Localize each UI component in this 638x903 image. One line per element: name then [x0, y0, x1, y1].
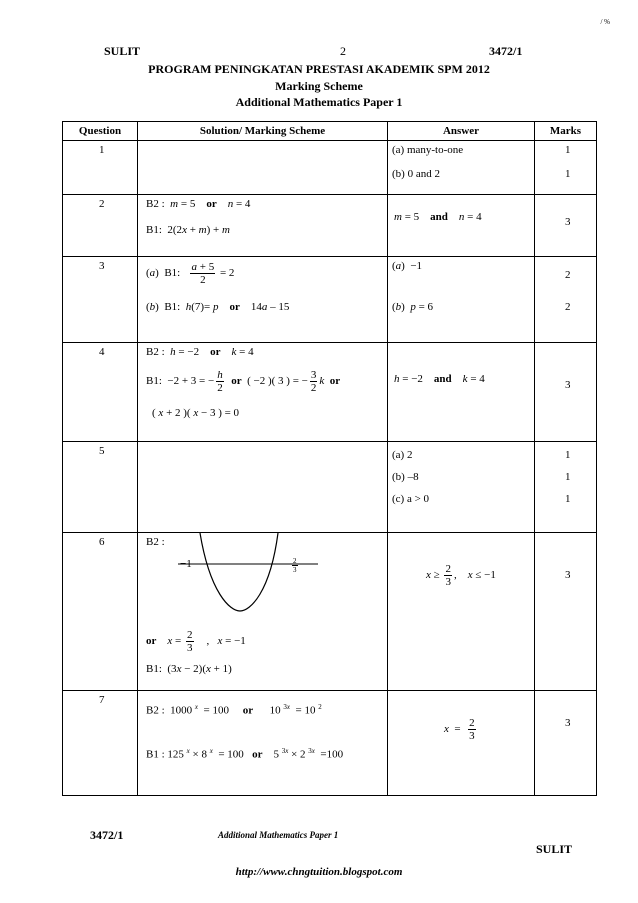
answer-text: (c) a > 0 — [392, 493, 430, 505]
solution-line: B2 : — [146, 536, 165, 548]
footer-paper-title: Additional Mathematics Paper 1 — [218, 830, 339, 840]
header-page-number: 2 — [340, 44, 346, 58]
answer-text: (a) 2 — [392, 449, 413, 461]
root-label: $\frac{2}{3}$ — [293, 557, 297, 574]
header-solution: Solution/ Marking Scheme — [138, 122, 388, 141]
question-number: 4 — [99, 346, 105, 358]
mark-value: 3 — [565, 379, 571, 391]
answer-text: x ≥ $\frac{2}{3}$ , x ≤ −1 — [426, 563, 496, 588]
solution-line: B2 : 1000 $^x$ = 100 or 10 $^{3x}$ = 10 $^2$ — [146, 703, 322, 717]
table-row — [63, 442, 597, 533]
question-number: 5 — [99, 445, 105, 457]
table-row — [63, 195, 597, 257]
answer-text: (b) –8 — [392, 471, 419, 483]
answer-text: m = 5 and n = 4 — [394, 211, 482, 223]
question-number: 7 — [99, 694, 105, 706]
mark-value: 1 — [565, 168, 571, 180]
mark-value: 1 — [565, 471, 571, 483]
solution-line: B1: 2(2x + m) + m — [146, 224, 230, 236]
mark-value: 3 — [565, 717, 571, 729]
mark-value: 1 — [565, 144, 571, 156]
table-row — [63, 141, 597, 195]
question-number: 6 — [99, 536, 105, 548]
question-number: 1 — [99, 144, 105, 156]
question-number: 3 — [99, 260, 105, 272]
table-header-row — [63, 122, 597, 141]
solution-line: B1: −2 + 3 = − $\frac{h}{2}$ or ( −2 )( 3 ) = − $\frac{3}{2}$ k or — [146, 369, 341, 394]
table-row — [63, 343, 597, 442]
table-row — [63, 533, 597, 691]
mark-value: 2 — [565, 269, 571, 281]
marking-scheme-table — [62, 121, 597, 796]
header-sulit: SULIT — [104, 44, 141, 58]
solution-line: B2 : h = −2 or k = 4 — [146, 346, 254, 358]
mark-value: 2 — [565, 301, 571, 313]
header-marks: Marks — [535, 122, 597, 141]
answer-text: x = $\frac{2}{3}$ — [444, 717, 475, 742]
footer-url: http://www.chngtuition.blogspot.com — [235, 866, 403, 878]
solution-line: (b) B1: h(7)= p or 14a – 15 — [146, 301, 290, 313]
answer-text: (b) p = 6 — [392, 301, 434, 313]
mark-value: 3 — [565, 216, 571, 228]
header-paper-title: Additional Mathematics Paper 1 — [235, 95, 403, 109]
mark-value: 1 — [565, 493, 571, 505]
solution-line: B1 : 125 $^x$ × 8 $^x$ = 100 or 5 $^{3x}$ × 2 $^{3x}$ =100 — [146, 747, 344, 761]
answer-text: h = −2 and k = 4 — [394, 373, 485, 385]
footer-paper-code: 3472/1 — [90, 828, 124, 842]
table-row — [63, 257, 597, 343]
solution-line: or x = $\frac{2}{3}$ , x = −1 — [146, 629, 246, 654]
root-label: −1 — [180, 558, 192, 570]
solution-line: (a) B1: $\frac{a + 5}{2}$ = 2 — [146, 261, 235, 286]
answer-text: (b) 0 and 2 — [392, 168, 440, 180]
table-row — [63, 691, 597, 796]
solution-line: B2 : m = 5 or n = 4 — [146, 198, 251, 210]
header-question: Question — [63, 122, 138, 141]
mark-value: 3 — [565, 569, 571, 581]
solution-line: B1: (3x − 2)(x + 1) — [146, 663, 232, 675]
header-marking-scheme: Marking Scheme — [275, 79, 363, 93]
corner-mark: / % — [600, 18, 610, 26]
header-paper-code: 3472/1 — [489, 44, 523, 58]
mark-value: 1 — [565, 449, 571, 461]
answer-text: (a) −1 — [392, 260, 423, 272]
answer-text: (a) many-to-one — [392, 144, 464, 156]
header-program-title: PROGRAM PENINGKATAN PRESTASI AKADEMIK SPM 2012 — [148, 62, 490, 76]
header-answer: Answer — [388, 122, 535, 141]
solution-line: ( x + 2 )( x − 3 ) = 0 — [152, 407, 240, 419]
footer-sulit: SULIT — [536, 842, 573, 856]
question-number: 2 — [99, 198, 105, 210]
